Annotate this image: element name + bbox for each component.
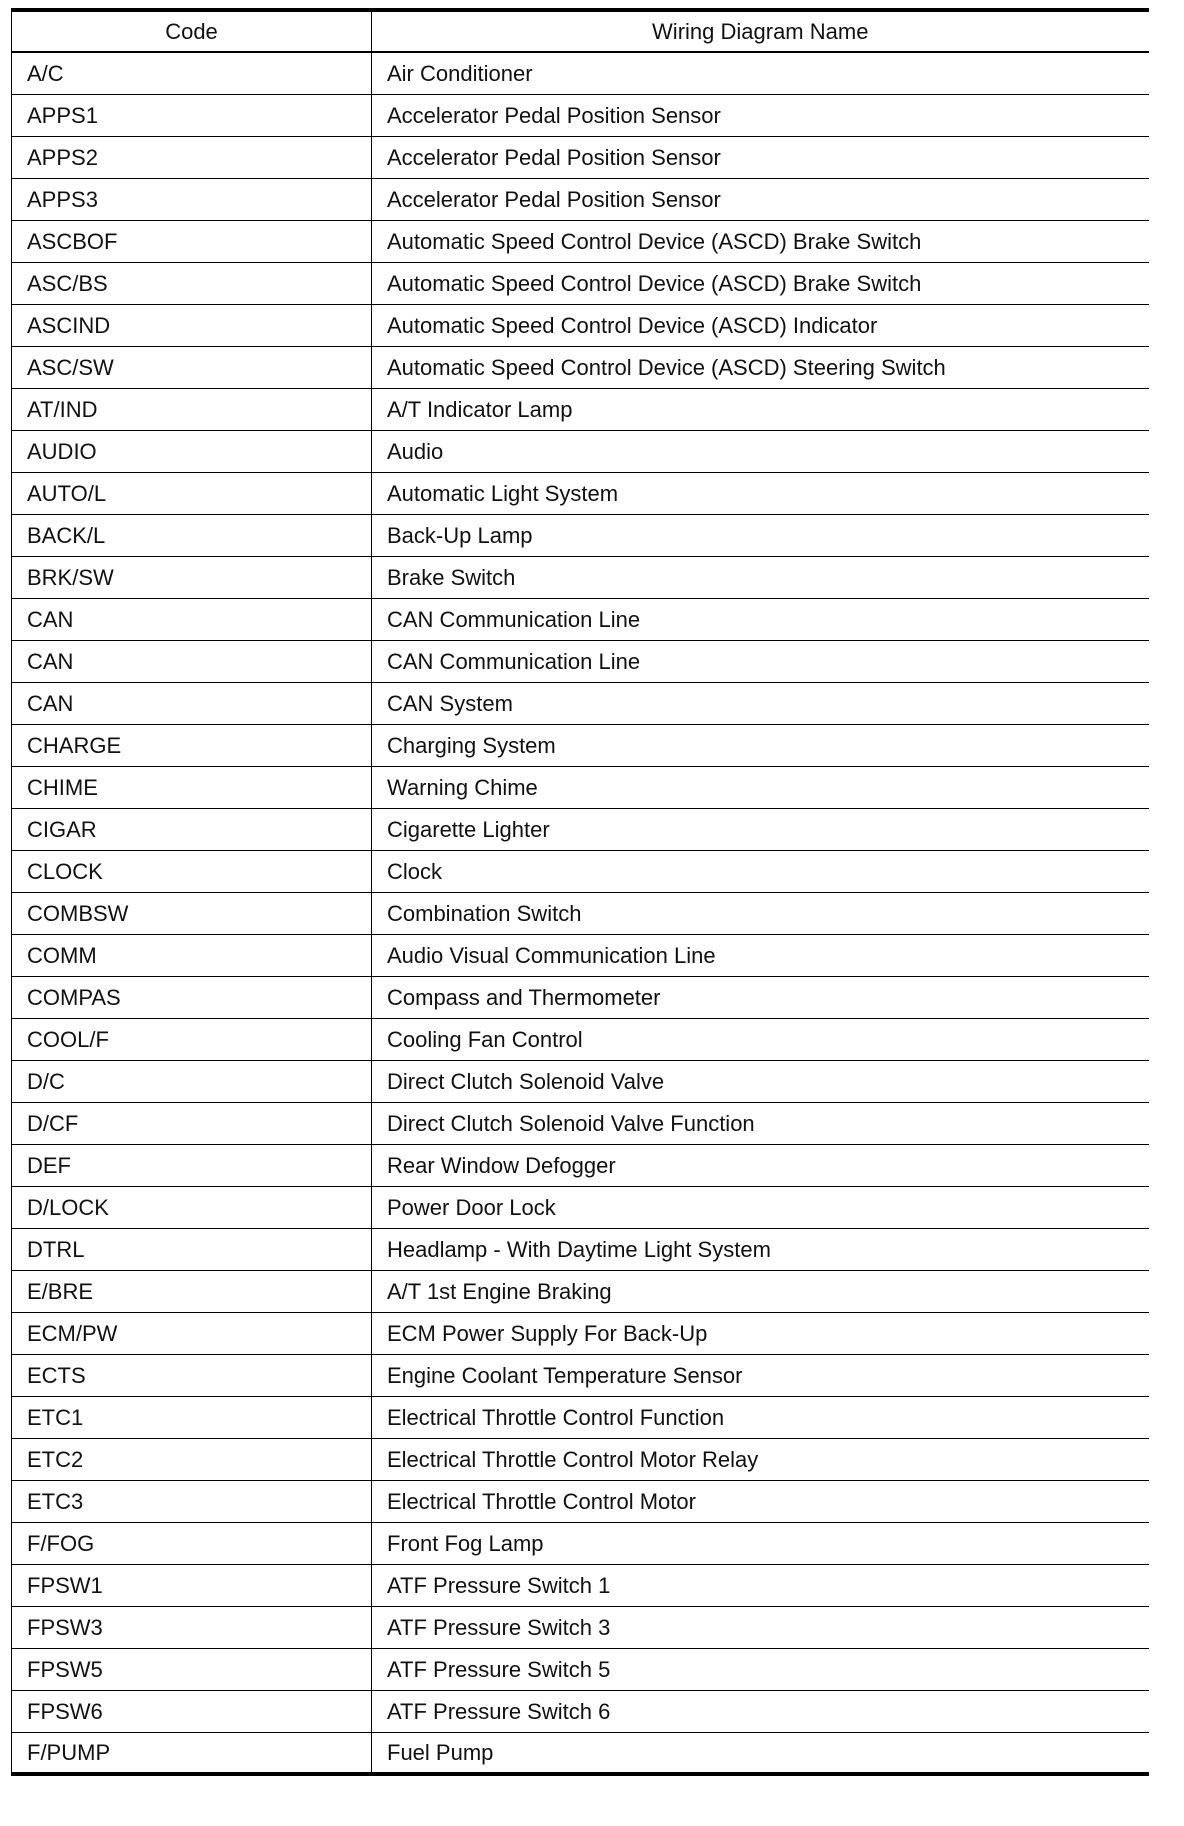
code-cell: CHIME [12, 766, 372, 808]
code-cell: CAN [12, 598, 372, 640]
wiring-diagram-name-cell: Clock [372, 850, 1149, 892]
code-cell: D/CF [12, 1102, 372, 1144]
table-header [12, 10, 1149, 52]
table-row [12, 976, 1149, 1018]
wiring-diagram-name-cell: ATF Pressure Switch 5 [372, 1648, 1149, 1690]
wiring-diagram-name-cell: Compass and Thermometer [372, 976, 1149, 1018]
code-cell: ASC/BS [12, 262, 372, 304]
table-row [12, 640, 1149, 682]
table-row [12, 1480, 1149, 1522]
code-cell: FPSW6 [12, 1690, 372, 1732]
table-row [12, 1060, 1149, 1102]
wiring-diagram-name-cell: Electrical Throttle Control Motor [372, 1480, 1149, 1522]
table-row [12, 808, 1149, 850]
table-row [12, 598, 1149, 640]
code-cell: BRK/SW [12, 556, 372, 598]
table-row [12, 430, 1149, 472]
code-cell: FPSW5 [12, 1648, 372, 1690]
column-header-name: Wiring Diagram Name [372, 10, 1149, 52]
wiring-diagram-name-cell: Air Conditioner [372, 52, 1149, 94]
table-row [12, 1522, 1149, 1564]
code-cell: COMBSW [12, 892, 372, 934]
wiring-diagram-name-cell: Automatic Speed Control Device (ASCD) Brake Switch [372, 262, 1149, 304]
table-row [12, 52, 1149, 94]
table-row [12, 136, 1149, 178]
wiring-diagram-name-cell: Audio [372, 430, 1149, 472]
table-row [12, 1396, 1149, 1438]
code-cell: CAN [12, 640, 372, 682]
table-row [12, 682, 1149, 724]
wiring-diagram-name-cell: Cooling Fan Control [372, 1018, 1149, 1060]
table-row [12, 1648, 1149, 1690]
table-row [12, 1102, 1149, 1144]
code-cell: ETC1 [12, 1396, 372, 1438]
wiring-diagram-name-cell: A/T 1st Engine Braking [372, 1270, 1149, 1312]
wiring-diagram-name-cell: Direct Clutch Solenoid Valve Function [372, 1102, 1149, 1144]
wiring-diagram-name-cell: Headlamp - With Daytime Light System [372, 1228, 1149, 1270]
code-cell: CHARGE [12, 724, 372, 766]
wiring-diagram-name-cell: CAN Communication Line [372, 598, 1149, 640]
table-row [12, 1270, 1149, 1312]
code-cell: COMPAS [12, 976, 372, 1018]
code-cell: FPSW3 [12, 1606, 372, 1648]
wiring-diagram-name-cell: ATF Pressure Switch 1 [372, 1564, 1149, 1606]
code-cell: ASC/SW [12, 346, 372, 388]
code-cell: ECTS [12, 1354, 372, 1396]
wiring-diagram-name-cell: Cigarette Lighter [372, 808, 1149, 850]
wiring-diagram-name-cell: Electrical Throttle Control Function [372, 1396, 1149, 1438]
table-row [12, 1690, 1149, 1732]
wiring-diagram-name-cell: ECM Power Supply For Back-Up [372, 1312, 1149, 1354]
wiring-diagram-name-cell: Automatic Speed Control Device (ASCD) Brake Switch [372, 220, 1149, 262]
code-cell: COOL/F [12, 1018, 372, 1060]
code-cell: ASCIND [12, 304, 372, 346]
wiring-diagram-name-cell: Power Door Lock [372, 1186, 1149, 1228]
code-cell: ETC3 [12, 1480, 372, 1522]
table-row [12, 556, 1149, 598]
code-cell: AUTO/L [12, 472, 372, 514]
code-cell: COMM [12, 934, 372, 976]
wiring-diagram-name-cell: Accelerator Pedal Position Sensor [372, 94, 1149, 136]
code-cell: DEF [12, 1144, 372, 1186]
code-cell: E/BRE [12, 1270, 372, 1312]
wiring-diagram-name-cell: Direct Clutch Solenoid Valve [372, 1060, 1149, 1102]
wiring-diagram-name-cell: Engine Coolant Temperature Sensor [372, 1354, 1149, 1396]
table-row [12, 1186, 1149, 1228]
table-row [12, 304, 1149, 346]
code-cell: F/FOG [12, 1522, 372, 1564]
wiring-diagram-name-cell: ATF Pressure Switch 6 [372, 1690, 1149, 1732]
wiring-diagram-name-cell: Electrical Throttle Control Motor Relay [372, 1438, 1149, 1480]
code-cell: AUDIO [12, 430, 372, 472]
table-row [12, 766, 1149, 808]
code-cell: APPS3 [12, 178, 372, 220]
table-body [12, 52, 1149, 1774]
table-row [12, 1354, 1149, 1396]
wiring-diagram-name-cell: Fuel Pump [372, 1732, 1149, 1774]
column-header-code: Code [12, 10, 372, 52]
code-cell: F/PUMP [12, 1732, 372, 1774]
wiring-diagram-name-cell: Back-Up Lamp [372, 514, 1149, 556]
wiring-diagram-name-cell: Combination Switch [372, 892, 1149, 934]
table-row [12, 262, 1149, 304]
table-row [12, 94, 1149, 136]
wiring-diagram-code-table [11, 8, 1149, 1776]
table-row [12, 178, 1149, 220]
table-row [12, 1018, 1149, 1060]
wiring-diagram-name-cell: Rear Window Defogger [372, 1144, 1149, 1186]
wiring-diagram-name-cell: ATF Pressure Switch 3 [372, 1606, 1149, 1648]
wiring-diagram-name-cell: Automatic Light System [372, 472, 1149, 514]
table-row [12, 850, 1149, 892]
code-cell: CAN [12, 682, 372, 724]
wiring-diagram-name-cell: CAN System [372, 682, 1149, 724]
header-row [12, 10, 1149, 52]
code-cell: DTRL [12, 1228, 372, 1270]
table-row [12, 472, 1149, 514]
table-row [12, 1732, 1149, 1774]
table-row [12, 934, 1149, 976]
code-cell: APPS1 [12, 94, 372, 136]
table-row [12, 1312, 1149, 1354]
code-cell: APPS2 [12, 136, 372, 178]
wiring-diagram-name-cell: Brake Switch [372, 556, 1149, 598]
table-row [12, 724, 1149, 766]
table-row [12, 220, 1149, 262]
code-cell: ETC2 [12, 1438, 372, 1480]
code-cell: BACK/L [12, 514, 372, 556]
table-row [12, 892, 1149, 934]
table-row [12, 1564, 1149, 1606]
wiring-diagram-name-cell: CAN Communication Line [372, 640, 1149, 682]
wiring-diagram-name-cell: Front Fog Lamp [372, 1522, 1149, 1564]
code-cell: A/C [12, 52, 372, 94]
wiring-diagram-name-cell: Charging System [372, 724, 1149, 766]
code-cell: ASCBOF [12, 220, 372, 262]
code-cell: CIGAR [12, 808, 372, 850]
wiring-diagram-name-cell: Automatic Speed Control Device (ASCD) Steering Switch [372, 346, 1149, 388]
code-cell: D/LOCK [12, 1186, 372, 1228]
wiring-diagram-name-cell: Audio Visual Communication Line [372, 934, 1149, 976]
table-row [12, 388, 1149, 430]
table-row [12, 514, 1149, 556]
table-row [12, 1228, 1149, 1270]
wiring-diagram-name-cell: A/T Indicator Lamp [372, 388, 1149, 430]
table-row [12, 1606, 1149, 1648]
wiring-diagram-name-cell: Warning Chime [372, 766, 1149, 808]
code-cell: CLOCK [12, 850, 372, 892]
wiring-diagram-name-cell: Accelerator Pedal Position Sensor [372, 178, 1149, 220]
code-cell: D/C [12, 1060, 372, 1102]
table-row [12, 1438, 1149, 1480]
table-row [12, 346, 1149, 388]
wiring-diagram-name-cell: Accelerator Pedal Position Sensor [372, 136, 1149, 178]
wiring-diagram-code-table-page [11, 8, 1148, 1776]
code-cell: FPSW1 [12, 1564, 372, 1606]
table-row [12, 1144, 1149, 1186]
wiring-diagram-name-cell: Automatic Speed Control Device (ASCD) Indicator [372, 304, 1149, 346]
code-cell: AT/IND [12, 388, 372, 430]
code-cell: ECM/PW [12, 1312, 372, 1354]
